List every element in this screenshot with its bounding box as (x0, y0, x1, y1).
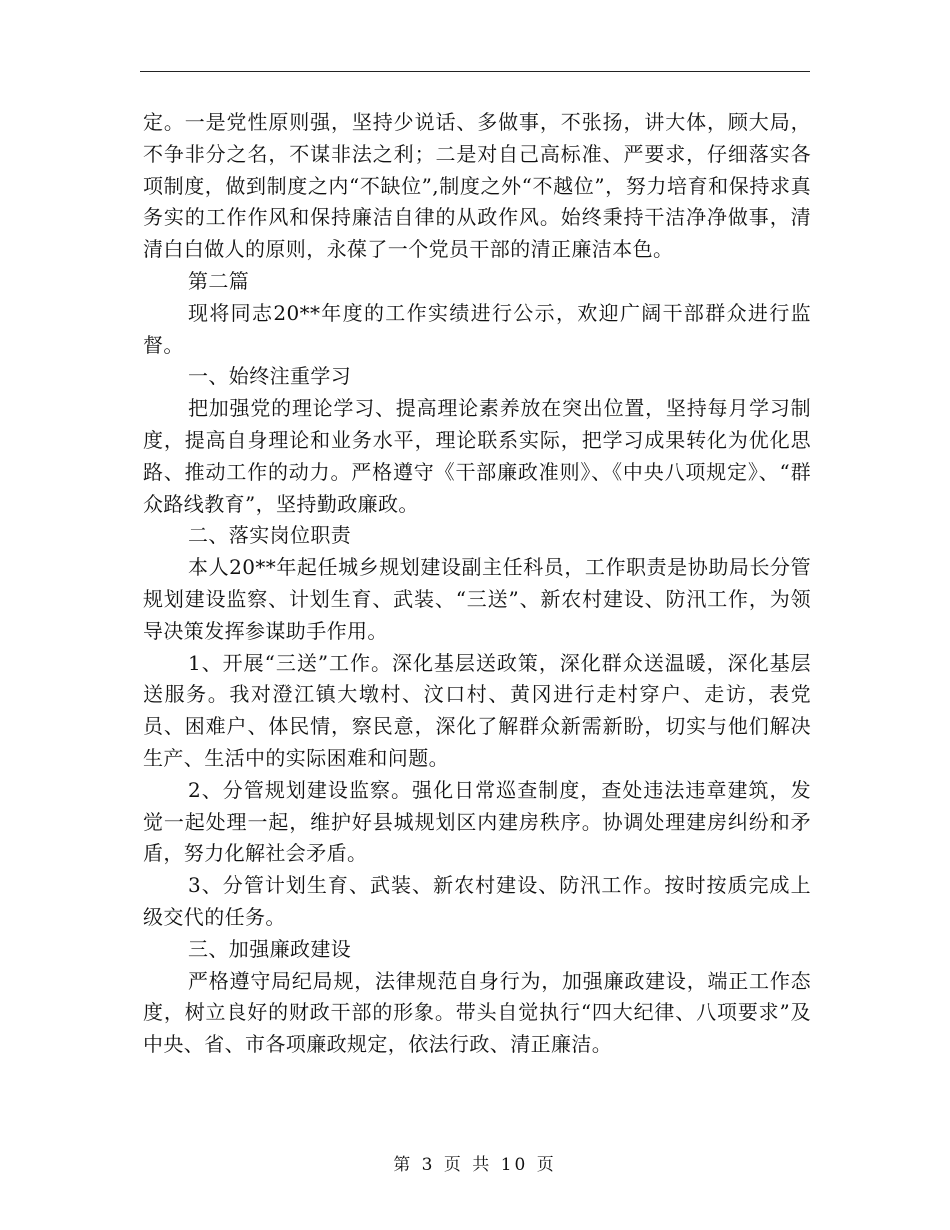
header-rule (140, 71, 810, 72)
paragraph: 定。一是党性原则强，坚持少说话、多做事，不张扬，讲大体，顾大局，不争非分之名，不谋非法之利；二是对自己高标准、严要求，仔细落实各项制度，做到制度之内“不缺位”,制度之外“不越位”，努力培育和保持求真务实的工作作风和保持廉洁自律的从政作风。始终秉持干洁净净做事，清清白白做人的原则，永葆了一个党员干部的清正廉洁本色。 (143, 110, 811, 262)
paragraph: 现将同志20**年度的工作实绩进行公示，欢迎广阔干部群众进行监督。 (143, 300, 811, 357)
paragraph: 严格遵守局纪局规，法律规范自身行为，加强廉政建设，端正工作态度，树立良好的财政干部的形象。带头自觉执行“四大纪律、八项要求”及中央、省、市各项廉政规定，依法行政、清正廉洁。 (143, 968, 811, 1057)
section-heading: 第二篇 (188, 268, 250, 293)
paragraph: 本人20**年起任城乡规划建设副主任科员，工作职责是协助局长分管规划建设监察、计划生育、武装、“三送”、新农村建设、防汛工作，为领导决策发挥参谋助手作用。 (143, 555, 811, 643)
section-heading: 三、加强廉政建设 (188, 936, 352, 961)
paragraph: 2、分管规划建设监察。强化日常巡查制度，查处违法违章建筑，发觉一起处理一起，维护好县城规划区内建房秩序。协调处理建房纠纷和矛盾，努力化解社会矛盾。 (143, 777, 811, 866)
section-heading: 二、落实岗位职责 (188, 523, 352, 548)
page-number-footer: 第 3 页 共 10 页 (393, 1155, 557, 1175)
paragraph: 把加强党的理论学习、提高理论素养放在突出位置，坚持每月学习制度，提高自身理论和业务水平，理论联系实际，把学习成果转化为优化思路、推动工作的动力。严格遵守《干部廉政准则》、《中央八项规定》、“群众路线教育”，坚持勤政廉政。 (143, 396, 811, 516)
paragraph: 1、开展“三送”工作。深化基层送政策，深化群众送温暖，深化基层送服务。我对澄江镇大墩村、汶口村、黄冈进行走村穿户、走访，表党员、困难户、体民情，察民意，深化了解群众新需新盼，切实与他们解决生产、生活中的实际困难和问题。 (143, 650, 811, 770)
document-body (143, 107, 811, 1061)
paragraph: 3、分管计划生育、武装、新农村建设、防汛工作。按时按质完成上级交代的任务。 (143, 873, 811, 929)
section-heading: 一、始终注重学习 (188, 364, 352, 389)
